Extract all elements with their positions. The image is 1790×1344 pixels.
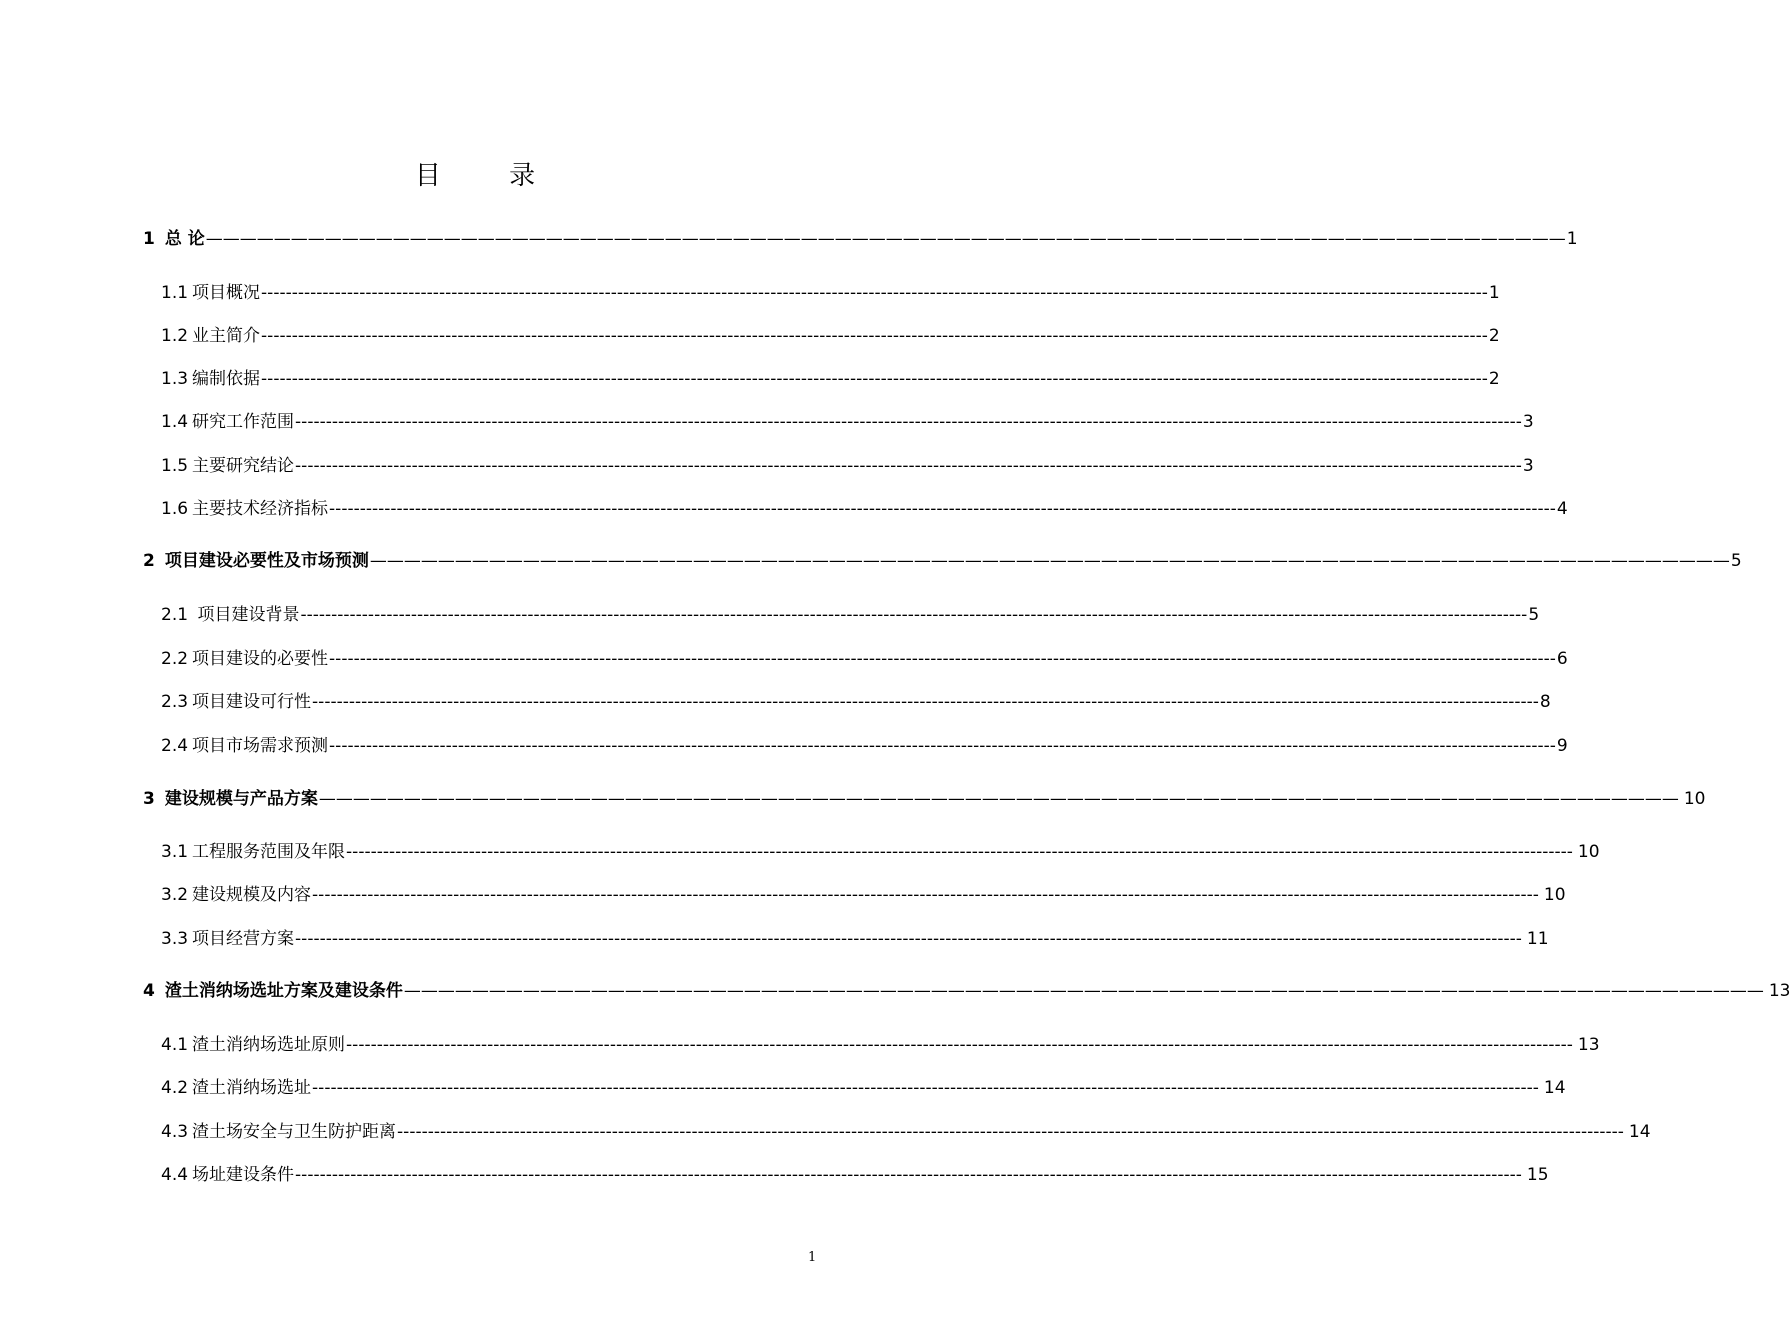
toc-entry-number: 1.5 — [161, 456, 189, 476]
toc-entry-number: 1.1 — [161, 283, 189, 303]
toc-page-number: 10 — [1543, 885, 1566, 905]
toc-entry-number: 3 — [143, 789, 155, 809]
toc-entry-number: 2.3 — [161, 692, 189, 712]
page-title: 目 录 — [414, 161, 566, 191]
toc-section-entry[interactable] — [161, 451, 1534, 476]
toc-entry-title: 主要研究结论 — [192, 456, 295, 476]
toc-entry-title: 渣土消纳场选址 — [192, 1078, 312, 1098]
toc-entry-label — [161, 837, 345, 862]
toc-section-entry[interactable] — [161, 364, 1500, 389]
toc-entry-label — [161, 880, 311, 905]
toc-entry-number: 2.1 — [161, 605, 189, 625]
toc-page-number: 14 — [1543, 1078, 1566, 1098]
toc-entry-label — [143, 784, 318, 809]
toc-leader-dots: -------------------------------------------------------------------------------------------------------------------------------------------------------------------------------------------------------- — [312, 1078, 1539, 1098]
toc-entry-number: 2.2 — [161, 649, 189, 669]
toc-entry-title: 项目概况 — [192, 283, 261, 303]
toc-entry-title: 编制依据 — [192, 369, 261, 389]
toc-leader-dots: -------------------------------------------------------------------------------------------------------------------------------------------------------------------------------------------------------- — [329, 736, 1556, 756]
toc-entry-title: 渣土消纳场选址原则 — [192, 1035, 346, 1055]
toc-entry-title: 项目建设必要性及市场预测 — [164, 551, 369, 571]
toc-leader-dots: ———————————————————————————————————————————————————————————————————————————————— — [403, 981, 1764, 1001]
toc-leader-dots: ———————————————————————————————————————————————————————————————————————————————— — [318, 789, 1679, 809]
toc-leader-dots: -------------------------------------------------------------------------------------------------------------------------------------------------------------------------------------------------------- — [329, 499, 1556, 519]
toc-entry-title: 渣土场安全与卫生防护距离 — [192, 1122, 397, 1142]
toc-page-number: 5 — [1528, 605, 1540, 625]
toc-page-number: 1 — [1566, 229, 1578, 249]
toc-section-entry[interactable] — [161, 1160, 1549, 1185]
toc-section-entry[interactable] — [161, 321, 1500, 346]
toc-entry-number: 4 — [143, 981, 155, 1001]
toc-entry-label — [161, 644, 328, 669]
toc-leader-dots: ———————————————————————————————————————————————————————————————————————————————— — [205, 229, 1566, 249]
toc-page-number: 1 — [1488, 283, 1500, 303]
toc-entry-label — [143, 224, 205, 249]
toc-entry-title: 项目市场需求预测 — [192, 736, 329, 756]
toc-section-entry[interactable] — [161, 1117, 1651, 1142]
toc-entry-title: 建设规模及内容 — [192, 885, 312, 905]
toc-leader-dots: ———————————————————————————————————————————————————————————————————————————————— — [369, 551, 1730, 571]
toc-page-number: 4 — [1556, 499, 1568, 519]
toc-entry-number: 3.1 — [161, 842, 189, 862]
toc-entry-title: 项目建设的必要性 — [192, 649, 329, 669]
toc-entry-title: 工程服务范围及年限 — [192, 842, 346, 862]
toc-entry-label — [143, 546, 369, 571]
toc-entry-number: 3.2 — [161, 885, 189, 905]
toc-page-number: 2 — [1488, 326, 1500, 346]
toc-page-number: 3 — [1522, 456, 1534, 476]
toc-entry-label — [161, 600, 299, 625]
toc-entry-number: 1.2 — [161, 326, 189, 346]
toc-page-number: 13 — [1768, 981, 1790, 1001]
toc-leader-dots: -------------------------------------------------------------------------------------------------------------------------------------------------------------------------------------------------------- — [261, 326, 1488, 346]
toc-entry-label — [161, 451, 294, 476]
toc-page-number: 5 — [1730, 551, 1742, 571]
toc-entry-label — [161, 494, 328, 519]
toc-entry-number: 2.4 — [161, 736, 189, 756]
toc-section-entry[interactable] — [161, 1073, 1566, 1098]
toc-entry-label — [161, 1030, 345, 1055]
toc-page-number: 14 — [1628, 1122, 1651, 1142]
toc-entry-label — [161, 278, 260, 303]
toc-leader-dots: -------------------------------------------------------------------------------------------------------------------------------------------------------------------------------------------------------- — [312, 692, 1539, 712]
toc-page-number: 13 — [1577, 1035, 1600, 1055]
toc-chapter-entry[interactable] — [143, 224, 1578, 249]
toc-entry-label — [161, 1073, 311, 1098]
toc-chapter-entry[interactable] — [143, 784, 1706, 809]
page-number: 1 — [808, 1250, 817, 1265]
toc-entry-title: 业主简介 — [192, 326, 261, 346]
toc-entry-number: 4.2 — [161, 1078, 189, 1098]
toc-entry-number: 1.4 — [161, 412, 189, 432]
toc-section-entry[interactable] — [161, 880, 1566, 905]
toc-entry-label — [161, 1117, 396, 1142]
toc-leader-dots: -------------------------------------------------------------------------------------------------------------------------------------------------------------------------------------------------------- — [397, 1122, 1624, 1142]
toc-page-number: 2 — [1488, 369, 1500, 389]
toc-entry-label — [143, 976, 403, 1001]
toc-leader-dots: -------------------------------------------------------------------------------------------------------------------------------------------------------------------------------------------------------- — [261, 369, 1488, 389]
toc-page-number: 11 — [1526, 929, 1549, 949]
toc-page-number: 9 — [1556, 736, 1568, 756]
toc-entry-title: 项目建设可行性 — [192, 692, 312, 712]
toc-entry-title: 场址建设条件 — [192, 1165, 295, 1185]
toc-entry-number: 3.3 — [161, 929, 189, 949]
toc-page-number: 8 — [1539, 692, 1551, 712]
toc-leader-dots: -------------------------------------------------------------------------------------------------------------------------------------------------------------------------------------------------------- — [295, 456, 1522, 476]
toc-entry-title: 建设规模与产品方案 — [164, 789, 318, 809]
toc-leader-dots: -------------------------------------------------------------------------------------------------------------------------------------------------------------------------------------------------------- — [300, 605, 1528, 625]
toc-section-entry[interactable] — [161, 731, 1568, 756]
toc-leader-dots: -------------------------------------------------------------------------------------------------------------------------------------------------------------------------------------------------------- — [346, 1035, 1573, 1055]
toc-entry-title: 研究工作范围 — [192, 412, 295, 432]
toc-page-number: 3 — [1522, 412, 1534, 432]
toc-entry-title: 项目建设背景 — [192, 605, 300, 625]
toc-entry-title: 项目经营方案 — [192, 929, 295, 949]
toc-entry-number: 4.3 — [161, 1122, 189, 1142]
toc-section-entry[interactable] — [161, 837, 1600, 862]
toc-entry-label — [161, 364, 260, 389]
toc-leader-dots: -------------------------------------------------------------------------------------------------------------------------------------------------------------------------------------------------------- — [295, 929, 1522, 949]
toc-section-entry[interactable] — [161, 600, 1540, 625]
toc-entry-number: 1.6 — [161, 499, 189, 519]
toc-page-number: 6 — [1556, 649, 1568, 669]
toc-entry-label — [161, 407, 294, 432]
toc-leader-dots: -------------------------------------------------------------------------------------------------------------------------------------------------------------------------------------------------------- — [312, 885, 1539, 905]
toc-section-entry[interactable] — [161, 407, 1534, 432]
toc-page-number: 10 — [1683, 789, 1706, 809]
toc-leader-dots: -------------------------------------------------------------------------------------------------------------------------------------------------------------------------------------------------------- — [295, 412, 1522, 432]
toc-section-entry[interactable] — [161, 644, 1568, 669]
toc-entry-label — [161, 321, 260, 346]
toc-chapter-entry[interactable] — [143, 976, 1790, 1001]
toc-section-entry[interactable] — [161, 687, 1551, 712]
toc-entry-title: 渣土消纳场选址方案及建设条件 — [164, 981, 403, 1001]
toc-leader-dots: -------------------------------------------------------------------------------------------------------------------------------------------------------------------------------------------------------- — [295, 1165, 1522, 1185]
toc-page-number: 15 — [1526, 1165, 1549, 1185]
toc-entry-label — [161, 924, 294, 949]
toc-entry-title: 总 论 — [164, 229, 205, 249]
toc-section-entry[interactable] — [161, 494, 1568, 519]
toc-entry-label — [161, 731, 328, 756]
toc-entry-number: 2 — [143, 551, 155, 571]
toc-leader-dots: -------------------------------------------------------------------------------------------------------------------------------------------------------------------------------------------------------- — [261, 283, 1488, 303]
toc-entry-number: 4.4 — [161, 1165, 189, 1185]
toc-entry-number: 1.3 — [161, 369, 189, 389]
toc-entry-number: 4.1 — [161, 1035, 189, 1055]
toc-entry-title: 主要技术经济指标 — [192, 499, 329, 519]
toc-section-entry[interactable] — [161, 278, 1500, 303]
toc-page-number: 10 — [1577, 842, 1600, 862]
toc-entry-label — [161, 1160, 294, 1185]
toc-entry-label — [161, 687, 311, 712]
toc-section-entry[interactable] — [161, 924, 1549, 949]
toc-chapter-entry[interactable] — [143, 546, 1742, 571]
toc-leader-dots: -------------------------------------------------------------------------------------------------------------------------------------------------------------------------------------------------------- — [346, 842, 1573, 862]
toc-entry-number: 1 — [143, 229, 155, 249]
toc-leader-dots: -------------------------------------------------------------------------------------------------------------------------------------------------------------------------------------------------------- — [329, 649, 1556, 669]
toc-section-entry[interactable] — [161, 1030, 1600, 1055]
